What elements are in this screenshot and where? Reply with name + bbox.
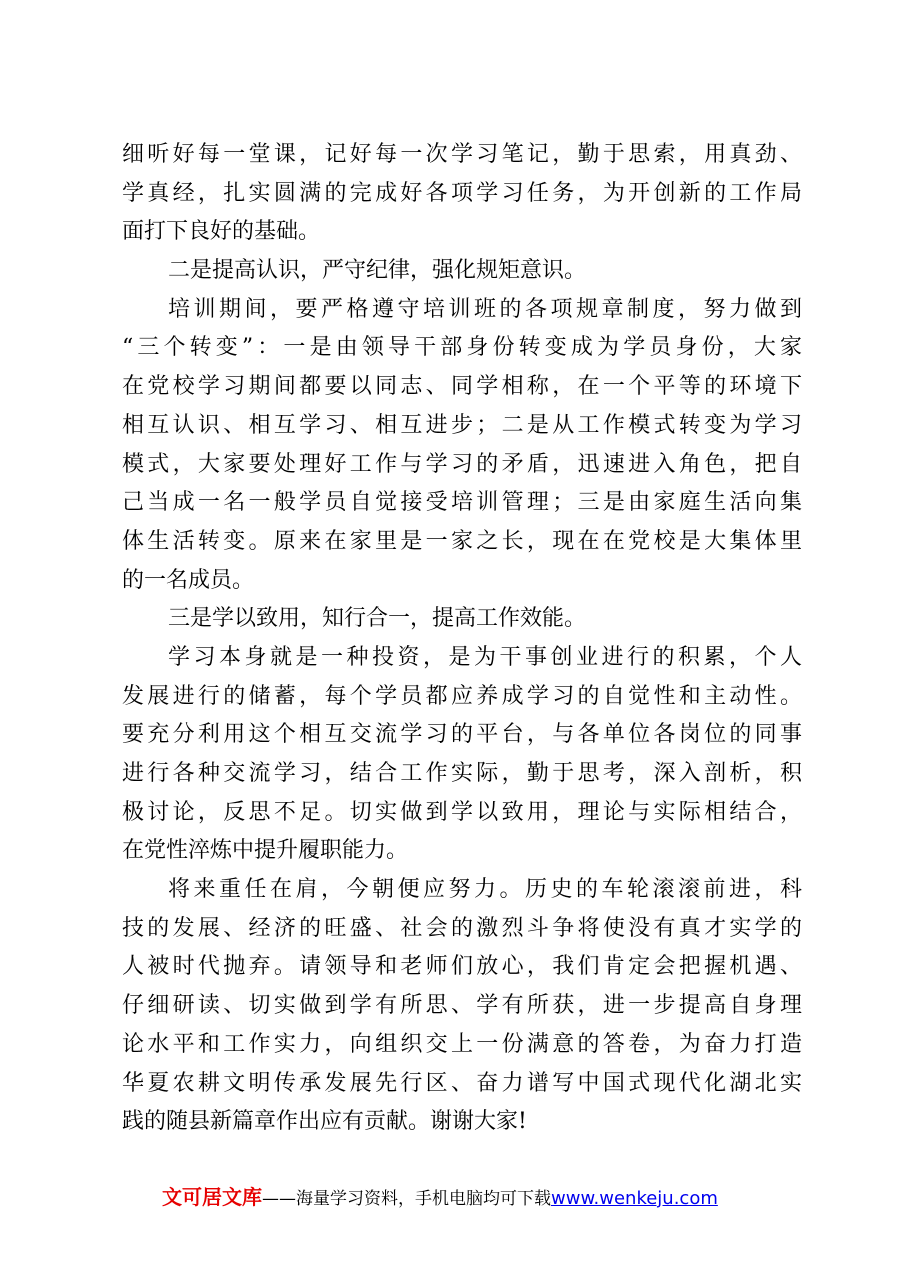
text-line: 面打下良好的基础。 xyxy=(122,219,321,245)
text-line: 华夏农耕文明传承发展先行区、奋力谱写中国式现代化湖北实 xyxy=(122,1070,802,1096)
text-line: 培训期间，要严格遵守培训班的各项规章制度，努力做到 xyxy=(168,296,802,322)
text-line: 进行各种交流学习，结合工作实际，勤于思考，深入剖析，积 xyxy=(122,761,802,786)
footer xyxy=(162,1182,718,1212)
text-line: 己当成一名一般学员自觉接受培训管理；三是由家庭生活向集 xyxy=(122,490,802,516)
footer-slogan: ——海量学习资料，手机电脑均可下载 xyxy=(262,1189,551,1209)
brand-name: 文可居文库 xyxy=(162,1185,262,1209)
website-link[interactable]: www.wenkeju.com xyxy=(551,1188,718,1209)
text-line: 人被时代抛弃。请领导和老师们放心，我们肯定会把握机遇、 xyxy=(122,954,802,980)
text-line: 仔细研读、切实做到学有所思、学有所获，进一步提高自身理 xyxy=(122,993,802,1019)
text-line: 践的随县新篇章作出应有贡献。谢谢大家! xyxy=(122,1109,527,1135)
section-heading: 三是学以致用，知行合一，提高工作效能。 xyxy=(168,606,587,632)
text-line: 在党性淬炼中提升履职能力。 xyxy=(122,838,409,864)
text-line: 在党校学习期间都要以同志、同学相称，在一个平等的环境下 xyxy=(122,374,802,400)
text-line: 要充分利用这个相互交流学习的平台，与各单位各岗位的同事 xyxy=(122,722,802,748)
section-heading: 二是提高认识，严守纪律，强化规矩意识。 xyxy=(168,258,587,284)
text-line: 模式，大家要处理好工作与学习的矛盾，迅速进入角色，把自 xyxy=(122,451,802,477)
text-line: 发展进行的储蓄，每个学员都应养成学习的自觉性和主动性。 xyxy=(122,683,802,709)
text-line: 极讨论，反思不足。切实做到学以致用，理论与实际相结合， xyxy=(122,799,802,825)
document-body xyxy=(122,136,802,1142)
text-line: 技的发展、经济的旺盛、社会的激烈斗争将使没有真才实学的 xyxy=(122,915,802,941)
text-line: 学习本身就是一种投资，是为干事创业进行的积累，个人 xyxy=(168,644,802,670)
text-line: 学真经，扎实圆满的完成好各项学习任务，为开创新的工作局 xyxy=(122,180,802,206)
text-line: “三个转变”：一是由领导干部身份转变成为学员身份，大家 xyxy=(122,335,802,361)
text-line: 的一名成员。 xyxy=(122,567,255,593)
text-line: 论水平和工作实力，向组织交上一份满意的答卷，为奋力打造 xyxy=(122,1031,802,1057)
text-line: 相互认识、相互学习、相互进步；二是从工作模式转变为学习 xyxy=(122,412,802,438)
text-line: 体生活转变。原来在家里是一家之长，现在在党校是大集体里 xyxy=(122,528,802,554)
text-line: 将来重任在肩，今朝便应努力。历史的车轮滚滚前进，科 xyxy=(168,877,802,903)
text-line: 细听好每一堂课，记好每一次学习笔记，勤于思索，用真劲、 xyxy=(122,142,802,167)
